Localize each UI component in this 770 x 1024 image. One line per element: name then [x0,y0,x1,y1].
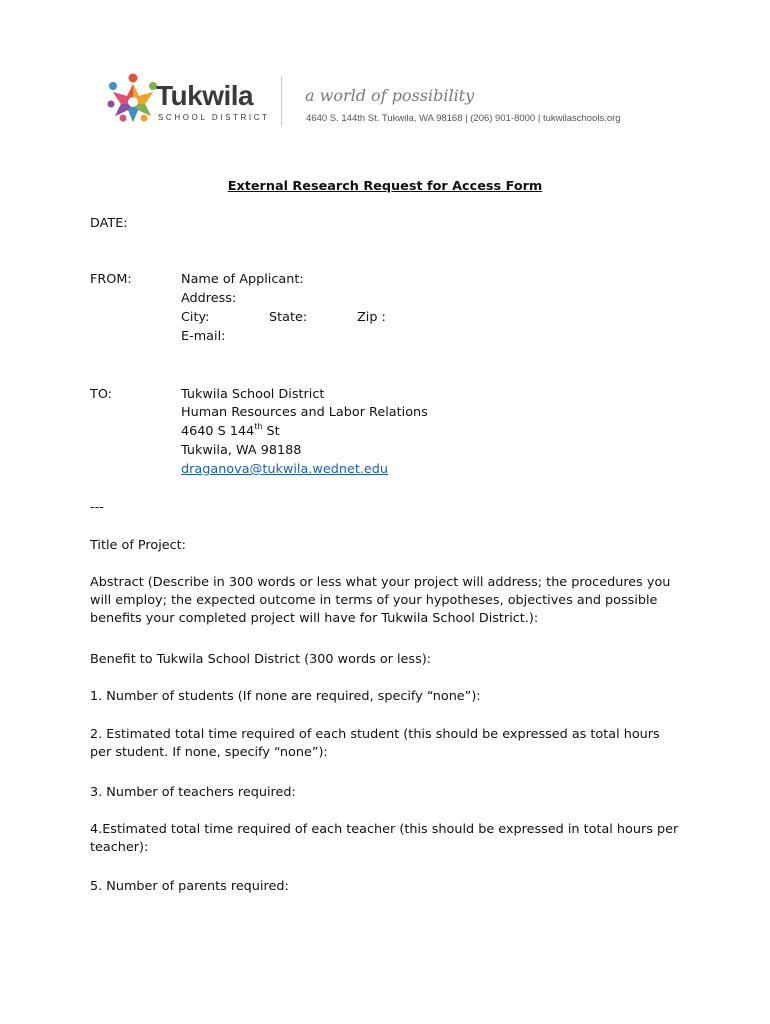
city-field: City: [181,310,210,325]
to-city: Tukwila, WA 98188 [181,443,302,458]
separator: --- [90,500,104,515]
to-street [181,423,280,441]
district-logo-icon [103,72,163,124]
org-subtitle: SCHOOL DISTRICT [158,113,270,122]
to-org: Tukwila School District [181,387,325,402]
form-title: External Research Request for Access Form [227,179,543,194]
question-4: 4.Estimated total time required of each teacher (this should be expressed in total hours per teacher): [90,822,679,855]
header-divider [281,76,282,126]
to-label: TO: [90,387,112,402]
to-street-ordinal: th [254,422,263,431]
to-email-link-wrap [181,461,388,479]
org-name: Tukwila [156,80,254,111]
contact-info: 4640 S. 144th St. Tukwila, WA 98168 | (206) 901-8000 | tukwilaschools.org [306,113,621,124]
benefit-prompt: Benefit to Tukwila School District (300 words or less): [90,652,432,667]
to-street-suffix: St [262,424,280,439]
from-label: FROM: [90,272,132,287]
applicant-name-field: Name of Applicant: [181,272,304,287]
address-field: Address: [181,291,237,306]
question-1: 1. Number of students (If none are required, specify “none”): [90,689,481,704]
date-label: DATE: [90,216,128,231]
project-title-label: Title of Project: [90,538,186,553]
abstract-prompt: Abstract (Describe in 300 words or less what your project will address; the procedures you will employ; the expected outcome in terms of your hypotheses, objectives and possible benefits your completed project will have for Tukwila School District.): [90,575,671,626]
zip-field: Zip : [357,310,386,325]
question-2: 2. Estimated total time required of each student (this should be expressed as total hours per student. If none, specify “none”): [90,727,660,760]
email-field: E-mail: [181,329,226,344]
to-department: Human Resources and Labor Relations [181,405,428,420]
state-field: State: [269,310,308,325]
question-3: 3. Number of teachers required: [90,785,296,800]
tagline: a world of possibility [305,86,475,105]
to-email-link[interactable]: draganova@tukwila.wednet.edu [181,462,389,477]
question-5: 5. Number of parents required: [90,879,289,894]
to-street-prefix: 4640 S 144 [181,424,255,439]
